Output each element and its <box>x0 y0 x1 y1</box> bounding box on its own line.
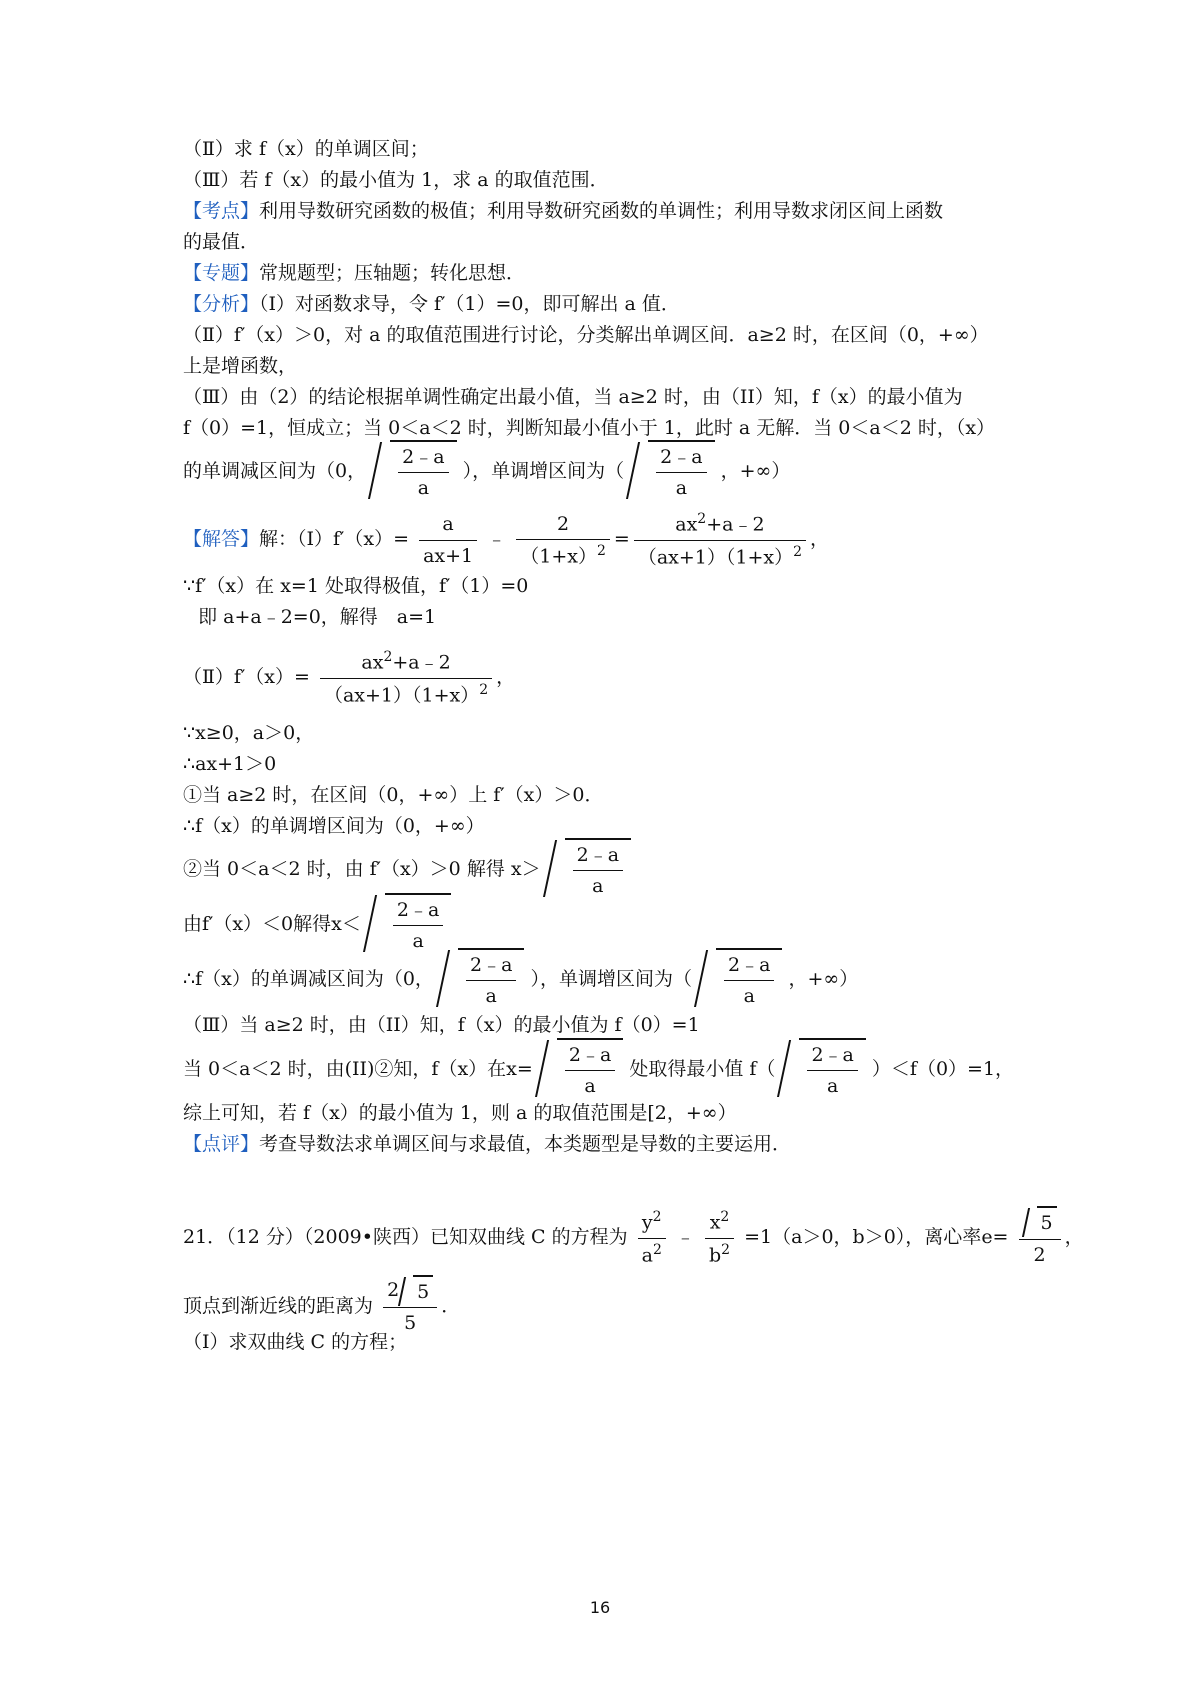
fenxi-line: 【分析】（Ⅰ）对函数求导，令 f′（1）=0，即可解出 a 值． <box>183 293 680 315</box>
sqrt-expr: $\frac{2﹣a}{a}$ <box>440 948 524 1012</box>
sqrt-expr: $\frac{2﹣a}{a}$ <box>698 948 782 1012</box>
step-line: ∴ax+1＞0 <box>183 753 277 775</box>
question-21: 21．（12 分）（2009•陕西）已知双曲线 C 的方程为 $\frac{y^2}{a^2}$ ﹣ $\frac{x^2}{b^2}$ =1（a＞0，b＞0），离心率e= $\frac{5}{2}$ ， <box>183 1206 1050 1270</box>
fenxi-line-4: （Ⅲ）由（2）的结论根据单调性确定出最小值，当 a≥2 时，由（II）知，f（x）的最小值为 <box>183 386 963 408</box>
question-21-line-2: 顶点到渐近线的距离为 $\frac{2 5}{5}$ ． <box>183 1275 1050 1339</box>
fenxi-line-3: 上是增函数， <box>183 355 298 377</box>
step-line: 即 a+a﹣2=0，解得 a=1 <box>198 606 437 628</box>
dianping-tag: 【点评】 <box>183 1133 260 1155</box>
fraction: $\frac{x^2}{b^2}$ <box>705 1206 734 1270</box>
kaodian-tag: 【考点】 <box>183 200 260 222</box>
kaodian-line: 【考点】利用导数研究函数的极值；利用导数研究函数的单调性；利用导数求闭区间上函数 <box>183 200 944 222</box>
sqrt-expr: $\frac{2﹣a}{a}$ <box>539 1038 623 1102</box>
sqrt-expr: $\frac{2﹣a}{a}$ <box>547 838 631 902</box>
sqrt-expr: $\frac{2﹣a}{a}$ <box>630 440 714 504</box>
sqrt-expr: $\frac{2﹣a}{a}$ <box>372 440 456 504</box>
step-line: 综上可知，若 f（x）的最小值为 1，则 a 的取值范围是[2，+∞） <box>183 1102 737 1124</box>
fraction: $\frac{y^2}{a^2}$ <box>638 1206 666 1270</box>
step-line: ∵f′（x）在 x=1 处取得极值，f′（1）=0 <box>183 575 529 597</box>
fraction: $\frac{2 5}{5}$ <box>383 1275 437 1339</box>
fraction: $\frac{5}{2}$ <box>1019 1206 1061 1270</box>
fraction: $\frac{a}{ax+1}$ <box>419 509 477 571</box>
fraction: $\frac{ax^2+a﹣2}{(ax+1)(1+x)^2}$ <box>634 508 806 572</box>
fraction: $\frac{2}{(1+x)^2}$ <box>516 509 610 572</box>
step-line: 由f′（x）＜0解得x＜ $\frac{2﹣a}{a}$ <box>183 893 1050 957</box>
sqrt-expr: $\frac{2﹣a}{a}$ <box>781 1038 865 1102</box>
sqrt-expr: $\frac{2﹣a}{a}$ <box>367 893 451 957</box>
kaodian-line-2: 的最值． <box>183 231 260 253</box>
fenxi-line-6: 的单调减区间为（0， $\frac{2﹣a}{a}$ ），单调增区间为（ $\frac{2﹣a}{a}$ ，+∞） <box>183 440 1050 504</box>
step-line: ②当 0＜a＜2 时，由 f′（x）＞0 解得 x＞ $\frac{2﹣a}{a}$ <box>183 838 1050 902</box>
question-part-3: （Ⅲ）若 f（x）的最小值为 1，求 a 的取值范围． <box>183 169 609 191</box>
step-line: ∴f（x）的单调增区间为（0，+∞） <box>183 815 485 837</box>
fenxi-line-2: （Ⅱ）f′（x）＞0，对 a 的取值范围进行讨论，分类解出单调区间．a≥2 时，在区间（0，+∞） <box>183 324 989 346</box>
step-line: 当 0＜a＜2 时，由(II)②知，f（x）在x= $\frac{2﹣a}{a}$ 处取得最小值 f（ $\frac{2﹣a}{a}$ ）＜f（0）=1， <box>183 1038 1050 1102</box>
fraction: $\frac{ax^2+a﹣2}{(ax+1)(1+x)^2}$ <box>320 646 492 710</box>
step-line: ∴f（x）的单调减区间为（0， $\frac{2﹣a}{a}$ ），单调增区间为（ $\frac{2﹣a}{a}$ ，+∞） <box>183 948 1050 1012</box>
jieda-line: 【解答】解：（Ⅰ）f′（x）= $\frac{a}{ax+1}$ ﹣ $\frac{2}{(1+x)^2}$ = $\frac{ax^2+a﹣2}{(ax+1)(1+x)^2}$ ， <box>183 508 1050 572</box>
question-part-2: （Ⅱ）求 f（x）的单调区间； <box>183 138 429 160</box>
dianping-line: 【点评】考查导数法求单调区间与求最值，本类题型是导数的主要运用． <box>183 1133 792 1155</box>
page-number: 16 <box>589 1598 611 1617</box>
fenxi-line-5: f（0）=1，恒成立；当 0＜a＜2 时，判断知最小值小于 1，此时 a 无解．当 0＜a＜2 时，（x） <box>183 417 996 439</box>
jieda-tag: 【解答】 <box>183 528 260 551</box>
zhuanti-tag: 【专题】 <box>183 262 260 284</box>
zhuanti-line: 【专题】常规题型；压轴题；转化思想． <box>183 262 526 284</box>
step-line: ①当 a≥2 时，在区间（0，+∞）上 f′（x）＞0． <box>183 784 604 806</box>
step-line: （Ⅱ）f′（x）= $\frac{ax^2+a﹣2}{(ax+1)(1+x)^2}$ ， <box>183 646 1050 710</box>
step-line: ∵x≥0，a＞0， <box>183 722 315 744</box>
question-21-part-1: （Ⅰ）求双曲线 C 的方程； <box>183 1331 408 1353</box>
fenxi-tag: 【分析】 <box>183 293 260 315</box>
step-line: （Ⅲ）当 a≥2 时，由（II）知，f（x）的最小值为 f（0）=1 <box>183 1014 700 1036</box>
